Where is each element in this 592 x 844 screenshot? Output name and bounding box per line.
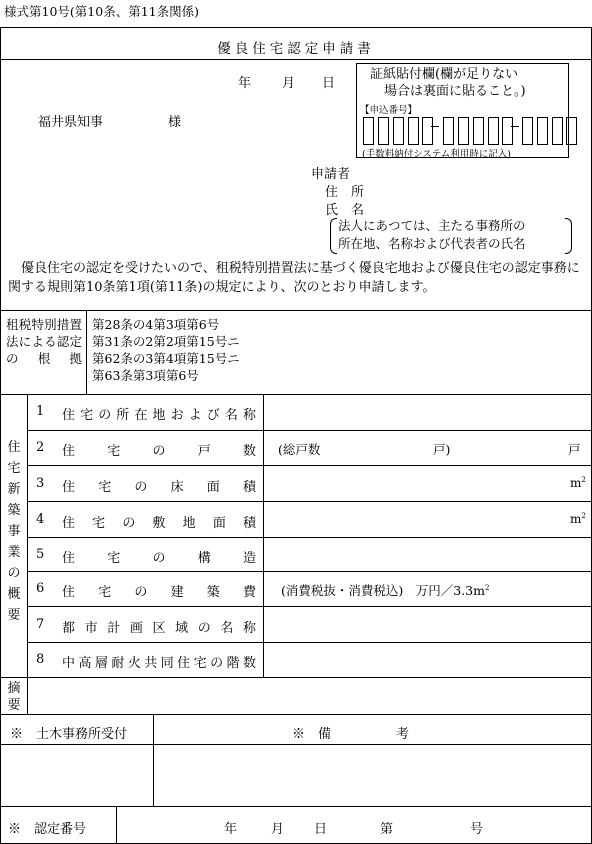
summary-field[interactable] (28, 678, 591, 714)
appno-digit-box[interactable] (363, 117, 374, 145)
overview-label-char: 事 (7, 524, 21, 539)
basis-divider (86, 310, 87, 394)
summary-vertical-label (4, 680, 24, 714)
overview-label-char: 概 (7, 587, 21, 602)
overview-label-char: 業 (7, 545, 21, 560)
appno-digit-box[interactable] (408, 117, 419, 145)
row-label: 住宅の構造 (62, 551, 256, 566)
addressee-honorific: 様 (168, 115, 182, 130)
basis-item: 第62条の3第4項第15号ニ (92, 351, 240, 366)
row-number: 8 (36, 652, 45, 667)
cert-day-label: 日 (314, 822, 328, 837)
row-divider (27, 501, 592, 502)
cert-month-label: 月 (271, 822, 285, 837)
summary-label-char: 要 (7, 698, 21, 713)
total-units-prefix: (総戸数 (278, 442, 321, 457)
basis-label: 租税特別措置法による認定の根拠 (6, 317, 82, 366)
basis-item: 第28条の4第3項第6号 (92, 317, 220, 332)
application-statement: 優良住宅の認定を受けたいので、租税特別措置法に基づく優良宅地および優良住宅の認定事務に関する規則第10条第1項(第11条)の規定により、次のとおり申請します。 (8, 261, 580, 295)
appno-digit-box[interactable] (566, 117, 577, 145)
office-receipt-label: ※ 土木事務所受付 (10, 727, 128, 742)
appno-digit-box[interactable] (552, 117, 563, 145)
section-divider (0, 714, 592, 715)
appno-digit-box[interactable] (422, 117, 433, 145)
stamp-text-line2: 場合は裏面に貼ること。) (384, 84, 526, 99)
appno-digit-box[interactable] (443, 117, 454, 145)
appno-digit-box[interactable] (522, 117, 533, 145)
row-number: 7 (36, 617, 45, 632)
overview-label-char: 新 (7, 482, 21, 497)
applicant-address-label: 住 所 (325, 185, 365, 200)
applicant-label: 申請者 (311, 167, 351, 182)
overview-label-char: 宅 (7, 461, 21, 476)
date-month-label: 月 (282, 76, 296, 91)
appno-separator (431, 126, 439, 127)
applicant-name-label: 氏 名 (325, 203, 365, 218)
row-label: 住宅の建築費 (62, 585, 256, 600)
row-number: 5 (36, 547, 45, 562)
form-title: 優良住宅認定申請書 (217, 41, 375, 57)
overview-value-divider (263, 394, 264, 677)
row-divider (27, 537, 592, 538)
certification-label: ※ 認定番号 (8, 822, 87, 837)
appno-digit-box[interactable] (378, 117, 389, 145)
overview-label-divider (27, 394, 28, 714)
site-area-unit: $m^2$ (570, 512, 586, 526)
title-divider (0, 59, 592, 60)
cert-number-suffix: 号 (470, 822, 484, 837)
appno-digit-box[interactable] (488, 117, 499, 145)
location-name-field[interactable] (264, 395, 591, 430)
appno-separator (511, 126, 519, 127)
row-divider (27, 571, 592, 572)
corporation-note (334, 217, 566, 253)
row-number: 4 (36, 512, 45, 527)
appno-digit-box[interactable] (537, 117, 548, 145)
date-day-label: 日 (322, 76, 336, 91)
appno-digit-box[interactable] (473, 117, 484, 145)
appno-digit-box[interactable] (502, 117, 513, 145)
remarks-label: ※ 備 考 (292, 727, 410, 742)
construction-cost-value: (消費税抜・消費税込) 万円$/3.3m^2$ (281, 583, 490, 598)
row-label: 住宅の所在地および名称 (62, 408, 256, 423)
remarks-field[interactable] (154, 745, 591, 805)
row-divider (27, 606, 592, 607)
application-number-label: 【申込番号】 (360, 105, 418, 116)
appno-digit-box[interactable] (458, 117, 469, 145)
form-number-label: 様式第10号(第10条、第11条関係) (4, 4, 199, 19)
floor-area-unit: $m^2$ (570, 476, 586, 490)
row-number: 3 (36, 476, 45, 491)
total-units-mid: 戸) (433, 442, 451, 457)
row-label: 住宅の敷地面積 (62, 516, 256, 531)
application-number-note: (手数料納付システム利用時に記入) (362, 149, 511, 160)
row-label: 中高層耐火共同住宅の階数 (62, 656, 256, 671)
row-divider (27, 642, 592, 643)
stamp-instructions (370, 66, 565, 100)
overview-label-char: 要 (7, 608, 21, 623)
cert-divider (116, 806, 117, 844)
row-label: 都市計画区域の名称 (62, 621, 256, 636)
units-unit: 戸 (568, 442, 581, 457)
overview-label-char: の (7, 566, 21, 581)
row-number: 1 (36, 404, 45, 419)
left-bracket (330, 218, 337, 254)
addressee-name: 福井県知事 (38, 115, 104, 130)
row-number: 6 (36, 581, 45, 596)
section-divider (0, 806, 592, 807)
basis-item: 第63条第3項第6号 (92, 368, 199, 383)
section-divider (0, 310, 592, 311)
cert-number-prefix: 第 (380, 822, 394, 837)
overview-label-char: 住 (7, 440, 21, 455)
date-year-label: 年 (238, 76, 252, 91)
appno-digit-box[interactable] (393, 117, 404, 145)
overview-vertical-label (4, 437, 24, 626)
summary-label-char: 摘 (7, 681, 21, 696)
row-number: 2 (36, 440, 45, 455)
row-label: 住宅の床面積 (62, 480, 256, 495)
office-receipt-field[interactable] (1, 745, 152, 805)
right-bracket (565, 218, 572, 254)
basis-item: 第31条の2第2項第15号ニ (92, 334, 240, 349)
corporation-note-line1: 法人にあつては、主たる事務所の (338, 218, 526, 233)
corporation-note-line2: 所在地、名称および代表者の氏名 (338, 236, 526, 251)
overview-label-char: 築 (7, 503, 21, 518)
stamp-text-line1: 証紙貼付欄(欄が足りない (370, 67, 519, 82)
cert-year-label: 年 (224, 822, 238, 837)
row-divider (27, 430, 592, 431)
row-label: 住宅の戸数 (62, 444, 256, 459)
row-divider (27, 465, 592, 466)
